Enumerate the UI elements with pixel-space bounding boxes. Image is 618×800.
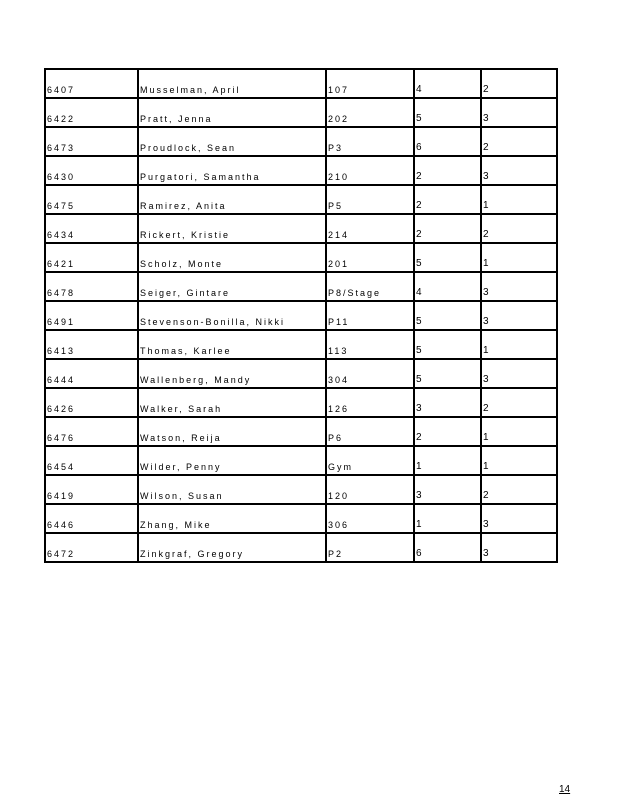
room-cell: 126 <box>326 388 414 417</box>
name-cell: Musselman, April <box>138 69 326 98</box>
roster-body <box>45 69 557 562</box>
column-5-cell: 1 <box>481 185 557 214</box>
table-row <box>45 156 557 185</box>
column-5-cell: 3 <box>481 272 557 301</box>
column-5-cell: 2 <box>481 69 557 98</box>
extension-cell: 6478 <box>45 272 138 301</box>
column-5-cell: 3 <box>481 504 557 533</box>
column-5-cell: 2 <box>481 214 557 243</box>
name-cell: Thomas, Karlee <box>138 330 326 359</box>
extension-cell: 6426 <box>45 388 138 417</box>
extension-cell: 6430 <box>45 156 138 185</box>
room-cell: 306 <box>326 504 414 533</box>
column-4-cell: 2 <box>414 156 481 185</box>
extension-cell: 6472 <box>45 533 138 562</box>
table-row <box>45 301 557 330</box>
name-cell: Pratt, Jenna <box>138 98 326 127</box>
column-5-cell: 1 <box>481 243 557 272</box>
room-cell: 214 <box>326 214 414 243</box>
name-cell: Walker, Sarah <box>138 388 326 417</box>
column-4-cell: 5 <box>414 330 481 359</box>
name-cell: Wallenberg, Mandy <box>138 359 326 388</box>
extension-cell: 6473 <box>45 127 138 156</box>
room-cell: P3 <box>326 127 414 156</box>
column-4-cell: 5 <box>414 359 481 388</box>
extension-cell: 6434 <box>45 214 138 243</box>
column-4-cell: 6 <box>414 127 481 156</box>
table-row <box>45 243 557 272</box>
column-5-cell: 2 <box>481 475 557 504</box>
extension-cell: 6422 <box>45 98 138 127</box>
table-row <box>45 127 557 156</box>
name-cell: Ramirez, Anita <box>138 185 326 214</box>
column-4-cell: 2 <box>414 185 481 214</box>
table-row <box>45 533 557 562</box>
table-row <box>45 98 557 127</box>
column-4-cell: 6 <box>414 533 481 562</box>
table-row <box>45 214 557 243</box>
name-cell: Zhang, Mike <box>138 504 326 533</box>
name-cell: Purgatori, Samantha <box>138 156 326 185</box>
extension-cell: 6476 <box>45 417 138 446</box>
extension-cell: 6413 <box>45 330 138 359</box>
room-cell: 210 <box>326 156 414 185</box>
room-cell: 201 <box>326 243 414 272</box>
column-5-cell: 1 <box>481 446 557 475</box>
extension-cell: 6446 <box>45 504 138 533</box>
room-cell: 120 <box>326 475 414 504</box>
column-4-cell: 5 <box>414 301 481 330</box>
room-cell: 202 <box>326 98 414 127</box>
table-row <box>45 417 557 446</box>
room-cell: 107 <box>326 69 414 98</box>
table-row <box>45 69 557 98</box>
column-5-cell: 3 <box>481 533 557 562</box>
column-5-cell: 3 <box>481 156 557 185</box>
column-5-cell: 1 <box>481 330 557 359</box>
column-5-cell: 1 <box>481 417 557 446</box>
extension-cell: 6421 <box>45 243 138 272</box>
name-cell: Scholz, Monte <box>138 243 326 272</box>
name-cell: Stevenson-Bonilla, Nikki <box>138 301 326 330</box>
table-row <box>45 272 557 301</box>
column-4-cell: 3 <box>414 388 481 417</box>
extension-cell: 6454 <box>45 446 138 475</box>
room-cell: Gym <box>326 446 414 475</box>
column-5-cell: 3 <box>481 359 557 388</box>
room-cell: P5 <box>326 185 414 214</box>
column-5-cell: 3 <box>481 98 557 127</box>
name-cell: Zinkgraf, Gregory <box>138 533 326 562</box>
column-5-cell: 2 <box>481 127 557 156</box>
column-4-cell: 4 <box>414 69 481 98</box>
table-row <box>45 330 557 359</box>
extension-cell: 6491 <box>45 301 138 330</box>
column-5-cell: 3 <box>481 301 557 330</box>
table-row <box>45 388 557 417</box>
column-4-cell: 1 <box>414 504 481 533</box>
room-cell: P6 <box>326 417 414 446</box>
page-number: 14 <box>559 784 571 795</box>
column-4-cell: 5 <box>414 243 481 272</box>
column-4-cell: 3 <box>414 475 481 504</box>
name-cell: Wilson, Susan <box>138 475 326 504</box>
table-row <box>45 446 557 475</box>
name-cell: Wilder, Penny <box>138 446 326 475</box>
column-5-cell: 2 <box>481 388 557 417</box>
room-cell: 113 <box>326 330 414 359</box>
extension-cell: 6419 <box>45 475 138 504</box>
room-cell: P11 <box>326 301 414 330</box>
name-cell: Seiger, Gintare <box>138 272 326 301</box>
column-4-cell: 4 <box>414 272 481 301</box>
column-4-cell: 2 <box>414 417 481 446</box>
column-4-cell: 2 <box>414 214 481 243</box>
room-cell: P2 <box>326 533 414 562</box>
name-cell: Proudlock, Sean <box>138 127 326 156</box>
table-row <box>45 504 557 533</box>
table-row <box>45 359 557 388</box>
column-4-cell: 5 <box>414 98 481 127</box>
column-4-cell: 1 <box>414 446 481 475</box>
staff-roster-table <box>44 68 558 563</box>
extension-cell: 6444 <box>45 359 138 388</box>
extension-cell: 6475 <box>45 185 138 214</box>
table-row <box>45 475 557 504</box>
name-cell: Rickert, Kristie <box>138 214 326 243</box>
extension-cell: 6407 <box>45 69 138 98</box>
room-cell: 304 <box>326 359 414 388</box>
name-cell: Watson, Reija <box>138 417 326 446</box>
table-row <box>45 185 557 214</box>
room-cell: P8/Stage <box>326 272 414 301</box>
